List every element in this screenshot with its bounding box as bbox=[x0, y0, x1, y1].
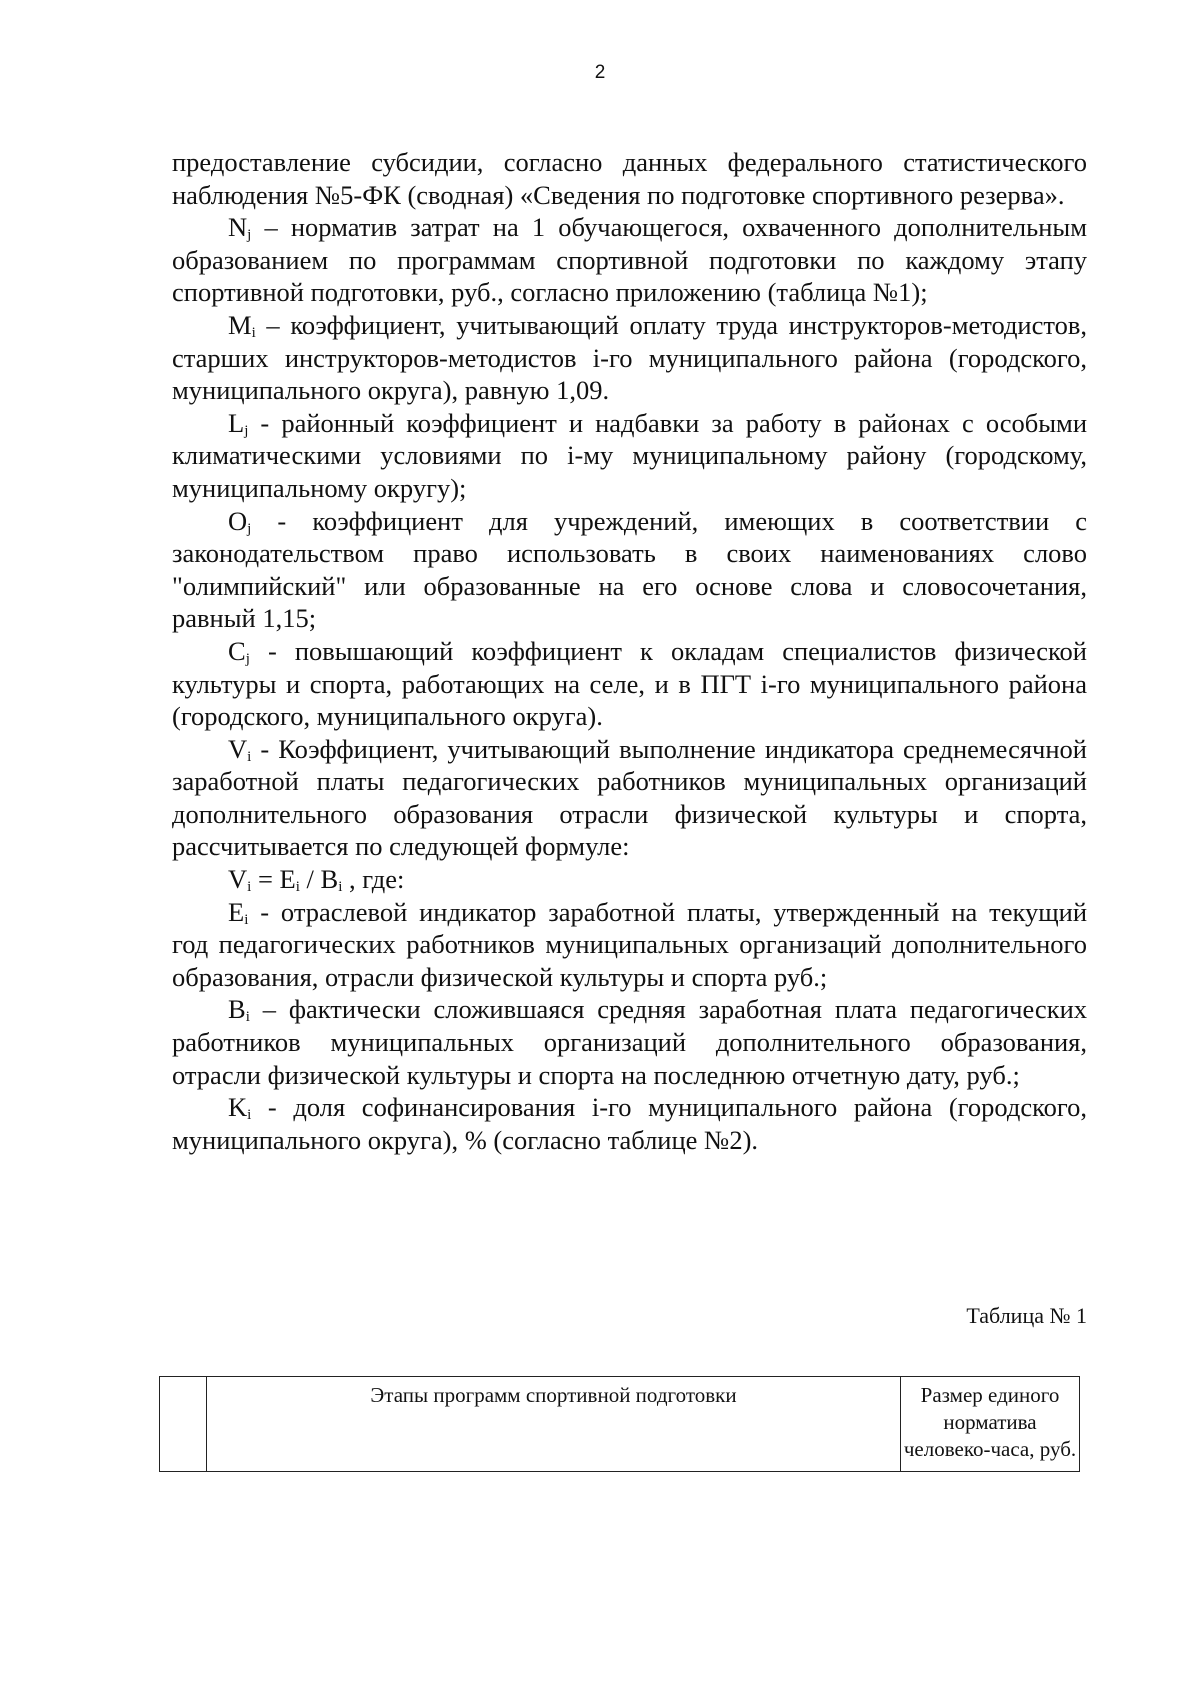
norms-table bbox=[159, 1376, 1080, 1472]
symbol: L bbox=[228, 407, 245, 438]
symbol-subscript: i bbox=[247, 748, 252, 765]
definition-text: – норматив затрат на 1 обучающегося, охваченного дополнительным образованием по программам спортивной подготовки по каждому этапу спортивной подготовки, руб., согласно приложению (таблица №1); bbox=[172, 212, 1087, 308]
definition-text: - районный коэффициент и надбавки за работу в районах с особыми климатическими условиями по i-му муниципальному району (городскому, муниципальному округу); bbox=[172, 407, 1087, 503]
formula-e-subscript: i bbox=[295, 879, 300, 896]
paragraph-bi bbox=[172, 993, 1087, 1091]
paragraph-oj bbox=[172, 505, 1087, 635]
paragraph-ki bbox=[172, 1091, 1087, 1156]
table-label: Таблица № 1 bbox=[966, 1303, 1087, 1328]
paragraph-intro: предоставление субсидии, согласно данных федерального статистического наблюдения №5-ФК (сводная) «Сведения по подготовке спортивного резерва». bbox=[172, 147, 1087, 210]
symbol: B bbox=[228, 994, 246, 1025]
table-header-number bbox=[160, 1377, 207, 1472]
table-header-size: Размер единого норматива человеко-часа, руб. bbox=[901, 1377, 1080, 1472]
formula-v: V bbox=[228, 864, 248, 895]
definition-text: - коэффициент для учреждений, имеющих в соответствии с законодательством право использовать в своих наименованиях слово "олимпийский" или образованные на его основе слова и словосочетания, равный 1,15; bbox=[172, 505, 1087, 634]
formula-e: E bbox=[279, 864, 296, 895]
formula-divide: / bbox=[299, 864, 321, 895]
symbol-subscript: i bbox=[247, 1107, 252, 1124]
symbol: O bbox=[228, 505, 248, 536]
symbol: E bbox=[228, 896, 245, 927]
symbol-subscript: i bbox=[245, 1009, 250, 1026]
symbol-subscript: j bbox=[244, 422, 249, 439]
symbol-subscript: i bbox=[244, 911, 249, 928]
formula-tail: , где: bbox=[342, 864, 405, 895]
formula-v-subscript: i bbox=[247, 879, 252, 896]
paragraph-mi bbox=[172, 309, 1087, 407]
table-header-row bbox=[160, 1377, 1080, 1472]
paragraph-ei bbox=[172, 896, 1087, 994]
symbol-subscript: j bbox=[247, 227, 252, 244]
definition-text: - отраслевой индикатор заработной платы, утвержденный на текущий год педагогических работников муниципальных организаций дополнительного образования, отрасли физической культуры и спорта руб.; bbox=[172, 896, 1087, 992]
page-number: 2 bbox=[594, 62, 606, 83]
definition-text: - Коэффициент, учитывающий выполнение индикатора среднемесячной заработной платы педагогических работников муниципальных организаций дополнительного образования отрасли физической культуры и спорта, рассчитывается по следующей формуле: bbox=[172, 733, 1087, 862]
formula-equals: = bbox=[251, 864, 280, 895]
symbol: C bbox=[228, 635, 246, 666]
symbol-subscript: i bbox=[251, 324, 256, 341]
paragraph-lj bbox=[172, 407, 1087, 505]
definition-text: - повышающий коэффициент к окладам специалистов физической культуры и спорта, работающих на селе, и в ПГТ i-го муниципального района (городского, муниципального округа). bbox=[172, 635, 1087, 732]
symbol: M bbox=[228, 309, 252, 340]
definition-text: – коэффициент, учитывающий оплату труда инструкторов-методистов, старших инструкторов-методистов i-го муниципального района (городского, муниципального округа), равную 1,09. bbox=[172, 309, 1087, 406]
formula bbox=[172, 863, 1087, 896]
symbol-subscript: j bbox=[247, 520, 252, 537]
symbol: N bbox=[228, 212, 248, 243]
paragraph-nj bbox=[172, 211, 1087, 309]
formula-b-subscript: i bbox=[338, 879, 343, 896]
table-header-stage: Этапы программ спортивной подготовки bbox=[207, 1377, 901, 1472]
paragraph-cj bbox=[172, 635, 1087, 733]
definition-text: - доля софинансирования i-го муниципального района (городского, муниципального округа), % (согласно таблице №2). bbox=[172, 1092, 1087, 1155]
formula-b: B bbox=[320, 864, 339, 895]
symbol-subscript: j bbox=[245, 650, 250, 667]
document-body bbox=[172, 146, 1087, 1156]
symbol: V bbox=[228, 733, 248, 764]
symbol: K bbox=[228, 1092, 248, 1123]
definition-text: – фактически сложившаяся средняя заработная плата педагогических работников муниципальных организаций дополнительного образования, отрасли физической культуры и спорта на последнюю отчетную дату, руб.; bbox=[172, 994, 1087, 1090]
paragraph-vi bbox=[172, 733, 1087, 863]
